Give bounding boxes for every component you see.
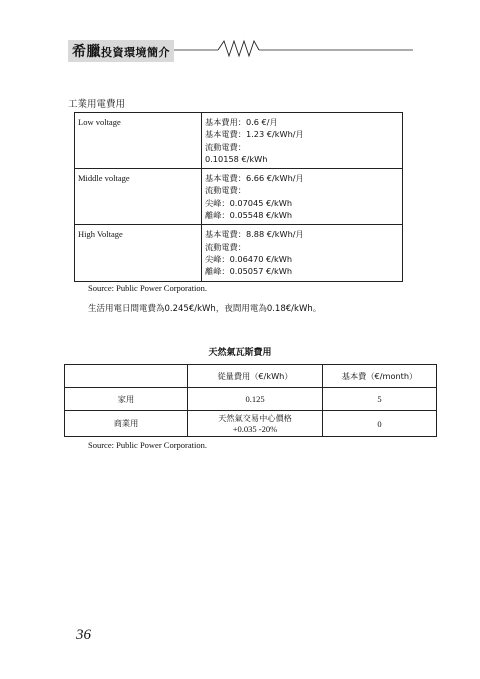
page-number: 36 [76, 627, 91, 643]
rate-details: 基本電費：6.66 €/kWh/月 流動電費： 尖峰：0.07045 €/kWh 離峰：0.05548 €/kWh [202, 169, 403, 225]
running-header [58, 38, 418, 58]
voltage-category: High Voltage [75, 225, 202, 281]
base-fee: 0 [323, 411, 437, 437]
column-header: 基本費（€/month） [323, 365, 437, 388]
residential-rate-note: 生活用電日間電費為0.245€/kWh，夜間用電為0.18€/kWh。 [88, 304, 322, 314]
table-row [75, 113, 403, 169]
usage-fee: 天然氣交易中心價格 +0.035 -20% [188, 411, 323, 437]
voltage-category: Middle voltage [75, 169, 202, 225]
user-type: 家用 [65, 388, 188, 411]
voltage-category: Low voltage [75, 113, 202, 169]
rate-details: 基本費用：0.6 €/月 基本電費：1.23 €/kWh/月 流動電費： 0.10158 €/kWh [202, 113, 403, 169]
table-header-row [65, 365, 437, 388]
column-header: 從量費用（€/kWh） [188, 365, 323, 388]
header-title: 希臘投資環境簡介 [68, 40, 174, 62]
source-note: Source: Public Power Corporation. [88, 283, 207, 293]
electricity-rates-table [74, 112, 403, 282]
source-note: Source: Public Power Corporation. [88, 440, 207, 450]
gas-table-title: 天然氣瓦斯費用 [208, 348, 272, 358]
table-row [65, 388, 437, 411]
base-fee: 5 [323, 388, 437, 411]
usage-fee: 0.125 [188, 388, 323, 411]
section-title: 工業用電費用 [68, 99, 126, 110]
column-header [65, 365, 188, 388]
table-row [75, 169, 403, 225]
table-row [65, 411, 437, 437]
user-type: 商業用 [65, 411, 188, 437]
rate-details: 基本電費：8.88 €/kWh/月 流動電費： 尖峰：0.06470 €/kWh 離峰：0.05057 €/kWh [202, 225, 403, 281]
gas-rates-table [64, 364, 437, 437]
table-row [75, 225, 403, 281]
